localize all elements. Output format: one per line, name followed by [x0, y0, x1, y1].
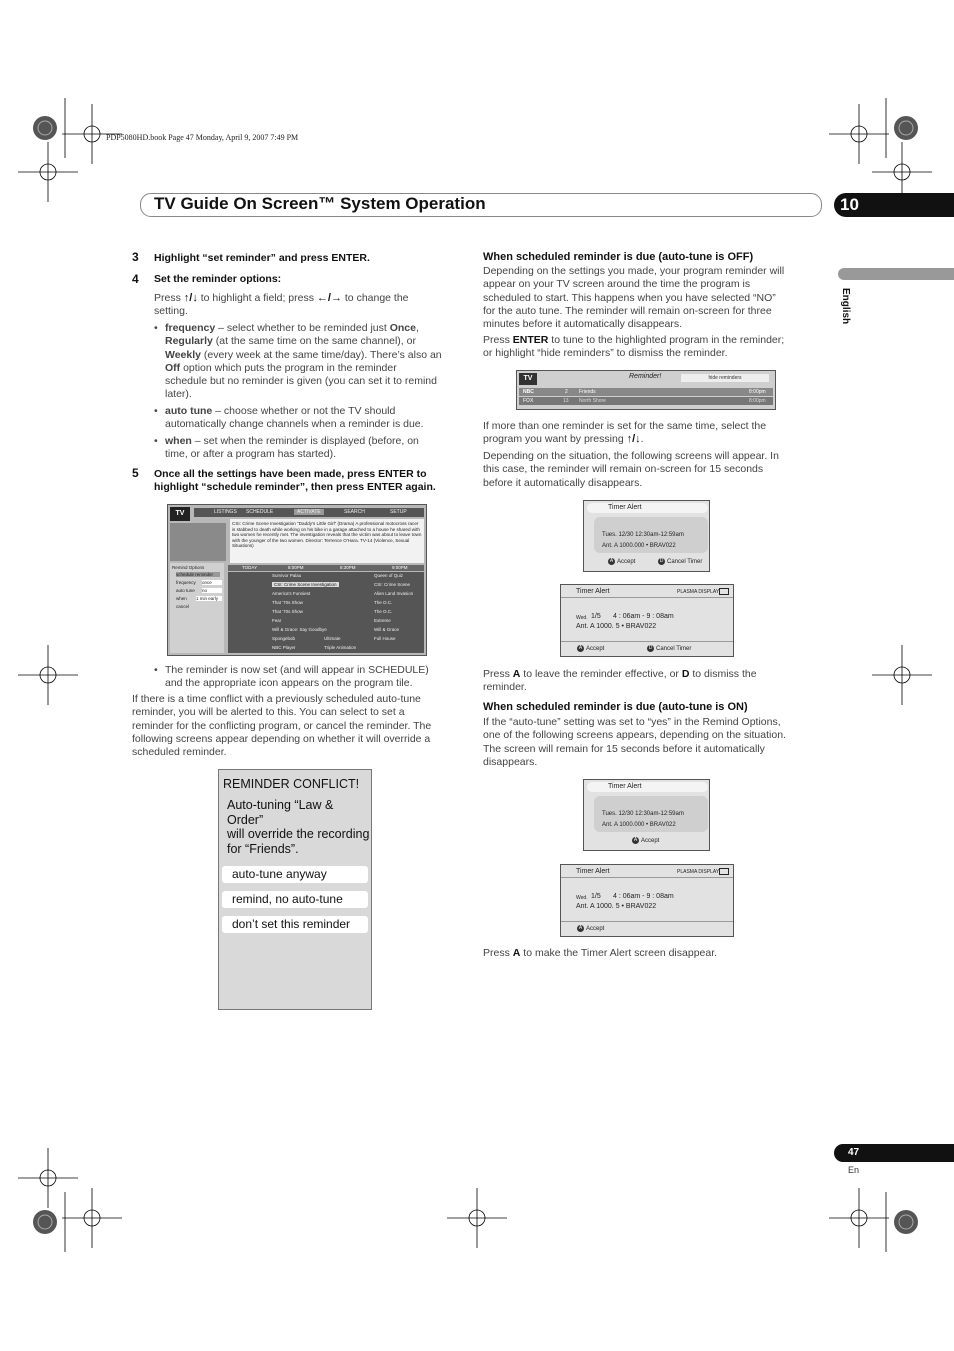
- grid-row: [228, 599, 424, 608]
- conflict-title: REMINDER CONFLICT!: [223, 777, 360, 791]
- crosshair-icon: [872, 645, 932, 705]
- timer-channel: Ant. A 1000. 5 • BRAV022: [576, 623, 657, 630]
- a-button-icon: A: [633, 837, 638, 843]
- text: If the “auto-tune” setting was set to “yes” in the Remind Options,: [483, 716, 781, 728]
- text: automatically change channels when a reminder is due.: [165, 418, 424, 431]
- side-tab: [838, 268, 954, 280]
- up-down-arrow-icon: ↑/↓: [626, 433, 641, 446]
- book-info: PDP5080HD.book Page 47 Monday, April 9, 2007 7:49 PM: [106, 133, 299, 142]
- program-cell[interactable]: Will & Grace: [374, 627, 400, 632]
- text: to change the: [344, 292, 409, 304]
- option-value: once: [202, 580, 222, 585]
- timer-alert-title: Timer Alert: [608, 783, 642, 790]
- bullet-dot: •: [154, 435, 158, 447]
- accept-button[interactable]: [632, 837, 659, 844]
- timer-date: 1/5: [591, 613, 601, 620]
- text: Once all the settings have been made, press ENTER to: [154, 468, 427, 480]
- tab-bar: [194, 508, 424, 517]
- term: frequency: [165, 322, 216, 334]
- dont-set-reminder-option[interactable]: don’t set this reminder: [222, 916, 368, 933]
- program-cell[interactable]: NBC Player: [272, 645, 296, 650]
- side-language-label: English: [840, 288, 851, 325]
- text: option which puts the program in the reminder: [183, 361, 397, 374]
- accept-button[interactable]: [577, 925, 604, 932]
- text: – choose whether or not the TV should: [215, 405, 396, 417]
- divider: [561, 597, 733, 598]
- divider: [561, 877, 733, 878]
- press-a-d-paragraph: [483, 668, 823, 695]
- text: to leave the reminder effective, or: [523, 668, 679, 680]
- hide-reminders-button[interactable]: hide reminders: [681, 374, 769, 382]
- program-description: CSI: Crime Scene Investigation "Daddy's Little Girl" (Drama) A professional motocross racer is stabbed to death while working on his bike in a garage attached to a house he shared with two women he recently met. The investigation reveals that the victim was about to leave town with the younger of the two women. Director: Terrence O'Hara. TV-14 (Violence, Sexual Situations): [230, 519, 424, 563]
- text: – set when the reminder is displayed (before, on: [194, 435, 419, 447]
- timer-alert-screen: [583, 779, 710, 851]
- reminder-title: Reminder!: [629, 373, 662, 380]
- auto-tune-on-paragraph: [483, 716, 823, 769]
- timer-alert-title: Timer Alert: [576, 868, 610, 875]
- bullet-auto-tune: [154, 405, 461, 432]
- timer-day: Wed.: [576, 895, 588, 901]
- divider: [561, 921, 733, 922]
- timer-alert-channel: Ant. A 1000.000 • BRAV022: [602, 822, 676, 828]
- option-schedule[interactable]: schedule reminder: [176, 572, 220, 577]
- reminder-conflict-dialog: [218, 769, 372, 1010]
- enter-paragraph: [483, 334, 823, 361]
- reminder-row[interactable]: [519, 388, 773, 396]
- bullet-frequency: • frequency – select whether to be reminded just Once, Regularly (at the same time on the same channel), or Weekly (every week at the same time/day). There’s also an Off option which puts the program in the reminder schedule but no reminder is given (you can set it to remind later).: [154, 322, 442, 401]
- text: one of the following screens appears, depending on the situation.: [483, 729, 786, 742]
- program-cell[interactable]: America's Funniest: [272, 591, 311, 596]
- up-down-arrow-icon: ↑/↓: [183, 292, 198, 304]
- situation-paragraph: [483, 450, 823, 490]
- text: before it automatically disappears.: [483, 476, 643, 489]
- program-cell[interactable]: CSI: Crime Scene: [374, 582, 411, 587]
- text: Auto-tuning “Law & Order”: [227, 798, 334, 827]
- text: If more than one reminder is set for the same time, select the: [483, 420, 767, 432]
- text: – select whether to be reminded just: [218, 322, 387, 334]
- text: (at the same time on the same channel), or: [215, 335, 416, 348]
- program-cell[interactable]: Survivor Palau: [272, 573, 302, 578]
- text: or highlight “hide reminders” to dismiss the reminder.: [483, 347, 728, 360]
- accept-button[interactable]: [608, 558, 635, 565]
- remind-no-auto-tune-option[interactable]: remind, no auto-tune: [222, 891, 368, 908]
- text: highlight “schedule reminder”, then press ENTER again.: [154, 481, 436, 493]
- text: this case, the reminder will remain on-screen for 15 seconds: [483, 463, 764, 476]
- timer-date: 1/5: [591, 893, 601, 900]
- text: Press: [483, 947, 510, 959]
- text: Accept: [617, 559, 636, 566]
- program-cell[interactable]: CSI: Crime Scene Investigation: [274, 582, 337, 587]
- term: Regularly: [165, 335, 213, 348]
- text: program you want by pressing: [483, 433, 624, 446]
- step-number: 5: [132, 466, 139, 480]
- grid-row: [228, 572, 424, 581]
- tab-schedule: SCHEDULE: [246, 509, 274, 515]
- timer-alert-title: Timer Alert: [608, 504, 642, 511]
- cancel-timer-button[interactable]: [647, 645, 691, 652]
- text: schedule but no reminder is given (you can set it to remind: [165, 375, 437, 388]
- time-bar: [228, 565, 424, 571]
- program-cell[interactable]: That '70s Show: [272, 600, 303, 605]
- channel-number: 2: [565, 389, 568, 395]
- timer-channel: Ant. A 1000. 5 • BRAV022: [576, 903, 657, 910]
- text: will override the recording: [227, 827, 370, 841]
- divider: [561, 641, 733, 642]
- bullet-dot: •: [154, 664, 158, 676]
- text: to make the Timer Alert screen disappear.: [523, 947, 718, 959]
- text: Accept: [641, 838, 660, 845]
- chapter-number: 10: [834, 193, 954, 217]
- text: Accept: [586, 646, 605, 653]
- text: for “Friends”.: [227, 841, 299, 856]
- program-cell[interactable]: Ultimate: [324, 636, 341, 641]
- timer-alert-screen: [583, 500, 710, 572]
- program-grid: [228, 572, 424, 653]
- tab-listings: LISTINGS: [214, 509, 237, 515]
- program-time: 8:00pm: [749, 389, 766, 395]
- crosshair-icon: [18, 645, 78, 705]
- text: scheduled reminder.: [132, 746, 227, 759]
- text: time, or after a program has started).: [165, 448, 336, 461]
- grid-row: [228, 608, 424, 617]
- text: If there is a time conflict with a previously scheduled auto-tune: [132, 693, 421, 705]
- tab-activate: ACTIVATE: [294, 509, 324, 515]
- text: Press: [154, 292, 181, 304]
- program-name: North Shore: [579, 398, 606, 404]
- reminder-screenshot: [516, 370, 776, 410]
- heading-auto-tune-off: When scheduled reminder is due (auto-tune is OFF): [483, 251, 754, 263]
- registration-mark-icon: [876, 1192, 936, 1252]
- cancel-timer-button[interactable]: [658, 558, 702, 565]
- tab-setup: SETUP: [390, 509, 407, 515]
- option-when[interactable]: when: [176, 596, 187, 601]
- text: and the appropriate icon appears on the program tile.: [165, 677, 413, 690]
- program-cell[interactable]: The O.C.: [374, 600, 393, 605]
- term: A: [512, 947, 521, 959]
- press-a-paragraph: [483, 947, 823, 960]
- left-right-arrow-icon: ←/→: [316, 292, 342, 304]
- tv-guide-logo: TV: [519, 373, 537, 385]
- text: following screens appear depending on whether it will override a: [132, 732, 431, 745]
- text: setting.: [154, 305, 188, 318]
- text: to tune to the highlighted program in the reminder;: [551, 334, 785, 346]
- step-text: [154, 468, 436, 494]
- text: to dismiss the: [692, 668, 757, 680]
- grid-row: [228, 590, 424, 599]
- text: Cancel Timer: [656, 646, 692, 653]
- program-cell[interactable]: Alien Land Invasion: [374, 591, 414, 596]
- language-code: En: [848, 1165, 860, 1175]
- channel-logo: FOX: [523, 398, 534, 404]
- device-label: PLASMA DISPLAY: [677, 589, 720, 595]
- term: when: [165, 435, 192, 447]
- tv-guide-screenshot: [167, 504, 427, 656]
- term: Once: [389, 322, 416, 334]
- step-text: Highlight “set reminder” and press ENTER.: [154, 252, 370, 264]
- conflict-message: [227, 798, 371, 856]
- timer-alert-title-bar: [587, 782, 708, 792]
- device-label: PLASMA DISPLAY: [677, 869, 720, 875]
- grid-row: [228, 635, 424, 644]
- text: scheduled to start. This happens when you have selected “NO”: [483, 291, 776, 304]
- program-cell[interactable]: Fear: [272, 618, 282, 623]
- timer-alert-time: Tues. 12/30 12:30am-12:59am: [602, 811, 684, 817]
- option-frequency[interactable]: frequency: [176, 580, 196, 585]
- a-button-icon: A: [578, 645, 583, 651]
- press-instruction: [154, 292, 464, 319]
- crosshair-icon: [18, 142, 78, 202]
- time-label: TODAY: [242, 565, 258, 570]
- timer-alert-title-bar: [587, 503, 708, 513]
- timer-alert-plasma-screen: [560, 864, 734, 937]
- page-number: 47: [834, 1144, 954, 1162]
- bullet-when: [154, 435, 461, 462]
- accept-button[interactable]: [577, 645, 604, 652]
- timer-range: 4 : 06am - 9 : 08am: [613, 613, 674, 620]
- auto-tune-anyway-option[interactable]: auto-tune anyway: [222, 866, 368, 883]
- text: later).: [165, 388, 192, 401]
- option-value: 1 min early: [196, 596, 222, 601]
- crosshair-icon: [447, 1188, 507, 1248]
- channel-logo: NBC: [523, 389, 534, 395]
- program-cell[interactable]: Full House: [374, 636, 396, 641]
- text: for the auto tune. The reminder will remain on-screen for three: [483, 304, 772, 317]
- grid-row: [228, 626, 424, 635]
- reminder-row[interactable]: [519, 397, 773, 405]
- page-title: TV Guide On Screen™ System Operation: [154, 194, 486, 213]
- preview-video: [170, 523, 226, 561]
- text: disappears.: [483, 755, 538, 768]
- grid-row: [228, 644, 424, 653]
- display-icon: [719, 588, 729, 595]
- grid-row: [228, 617, 424, 626]
- timer-day: Wed.: [576, 615, 588, 621]
- text: to highlight a field; press: [200, 292, 314, 304]
- tab-search: SEARCH: [344, 509, 365, 515]
- heading-auto-tune-on: When scheduled reminder is due (auto-tune is ON): [483, 701, 748, 713]
- term: Weekly: [165, 348, 201, 361]
- program-cell[interactable]: That '70s Show: [272, 609, 303, 614]
- program-cell[interactable]: Triple Animation: [324, 645, 357, 650]
- step-number: 4: [132, 272, 139, 286]
- program-time: 8:00pm: [749, 398, 766, 404]
- time-label: 8:30PM: [340, 565, 356, 570]
- term: auto tune: [165, 405, 213, 417]
- text: Depending on the situation, the following screens will appear. In: [483, 450, 779, 462]
- bullet-dot: •: [154, 322, 158, 334]
- d-button-icon: D: [648, 645, 653, 651]
- remind-options-panel: [170, 563, 224, 653]
- text: The screen will remain for 15 seconds before it automatically: [483, 742, 765, 755]
- text: reminder, you will be alerted to this. You can select to set a: [132, 706, 405, 719]
- step-number: 3: [132, 250, 139, 264]
- bullet-reminder-set: [154, 664, 461, 691]
- auto-tune-off-paragraph: [483, 265, 823, 331]
- text: Press: [483, 668, 510, 680]
- bullet-dot: •: [154, 405, 158, 417]
- text: appear on your TV screen around the time the program is: [483, 278, 751, 291]
- tv-guide-logo: TV: [170, 507, 190, 521]
- text: Press: [483, 334, 510, 346]
- timer-range: 4 : 06am - 9 : 08am: [613, 893, 674, 900]
- text: Accept: [586, 926, 605, 933]
- text: (every week at the same time/day). There’s also an: [203, 348, 442, 361]
- timer-alert-title: Timer Alert: [576, 588, 610, 595]
- text: reminder for the conflicting program, or cancel the reminder. The: [132, 719, 432, 732]
- option-value: no: [202, 588, 222, 593]
- program-cell[interactable]: The O.C.: [374, 609, 393, 614]
- grid-row: [228, 581, 424, 590]
- options-title: Remind Options: [172, 565, 205, 570]
- term: ENTER: [512, 334, 549, 346]
- channel-number: 13: [563, 398, 569, 404]
- text: reminder.: [483, 681, 527, 694]
- crosshair-icon: [62, 1188, 122, 1248]
- time-label: 8:00PM: [288, 565, 304, 570]
- term: Off: [165, 361, 181, 374]
- program-cell[interactable]: Extreme: [374, 618, 391, 623]
- term: D: [681, 668, 690, 680]
- text: minutes before it automatically disappears.: [483, 318, 683, 331]
- display-icon: [719, 868, 729, 875]
- program-name: Friends: [579, 389, 596, 395]
- program-cell[interactable]: Queen of Quiz: [374, 573, 404, 578]
- term: A: [512, 668, 521, 680]
- step-text: Set the reminder options:: [154, 273, 282, 285]
- multi-reminder-paragraph: If more than one reminder is set for the same time, select the program you want by pressing ↑/↓.: [483, 420, 767, 446]
- a-button-icon: A: [578, 925, 583, 931]
- time-label: 9:00PM: [392, 565, 408, 570]
- text: Cancel Timer: [667, 559, 703, 566]
- timer-alert-channel: Ant. A 1000.000 • BRAV022: [602, 543, 676, 549]
- a-button-icon: A: [609, 558, 614, 564]
- conflict-paragraph: [132, 693, 462, 759]
- text: Depending on the settings you made, your program reminder will: [483, 265, 785, 277]
- timer-alert-time: Tues. 12/30 12:30am-12:59am: [602, 532, 684, 538]
- option-auto-tune[interactable]: auto tune: [176, 588, 195, 593]
- option-cancel[interactable]: cancel: [176, 604, 190, 609]
- timer-alert-plasma-screen: [560, 584, 734, 657]
- text: The reminder is now set (and will appear in SCHEDULE): [165, 664, 429, 676]
- program-cell[interactable]: Will & Grace: Say Goodbye: [272, 627, 327, 632]
- d-button-icon: D: [659, 558, 664, 564]
- program-cell[interactable]: Spongebob: [272, 636, 296, 641]
